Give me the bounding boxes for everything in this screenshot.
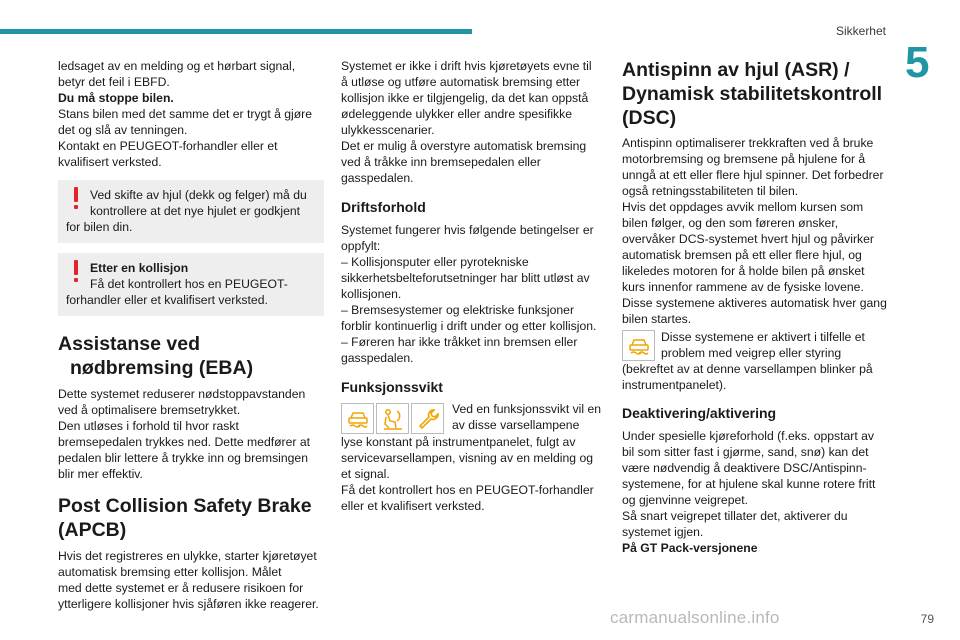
text-line: overvåker DCS-systemet hvert hjul og påvirker xyxy=(622,232,874,246)
text-line: motorbremsing og bremsene på hjulene for å xyxy=(622,152,866,166)
text-line: kollisjonen. xyxy=(341,287,402,301)
text-line: systemene, for at hjulene skal kunne rotere fritt xyxy=(622,477,876,491)
text-line: automatisk bremsing etter kollisjon. Målet xyxy=(58,565,282,579)
text-line: bremsepedalen trykkes ned. Dette medfører at xyxy=(58,435,310,449)
text-line: et signal. xyxy=(341,467,390,481)
column-1 xyxy=(58,58,324,612)
text-line: systemet igjen. xyxy=(622,525,704,539)
text-line: – Føreren har ikke tråkket inn bremsen eller xyxy=(341,335,578,349)
text-line: forblir kontinuerlig i drift under og etter kollisjon. xyxy=(341,319,597,333)
warning-exclamation-icon xyxy=(72,260,80,284)
text-line: sikkerhetsbelteforutsetninger har blitt utløst av xyxy=(341,271,590,285)
text-line: gasspedalen. xyxy=(341,351,414,365)
text-line: Få det kontrollert hos en PEUGEOT-forhandler xyxy=(341,483,594,497)
warning-box-collision xyxy=(58,253,324,316)
paragraph-deaktivering xyxy=(622,428,888,556)
paragraph-indicator xyxy=(622,329,888,393)
warning-box-wheels xyxy=(58,180,324,243)
heading-eba xyxy=(58,332,324,380)
column-2 xyxy=(341,58,607,514)
text-line: Det er mulig å overstyre automatisk bremsing xyxy=(341,139,587,153)
text-line: instrumentpanelet). xyxy=(622,378,727,392)
warning-exclamation-icon xyxy=(72,187,80,211)
text-line: Under spesielle kjøreforhold (f.eks. oppstart av xyxy=(622,429,874,443)
text-line: ved å tråkke inn bremsepedalen eller xyxy=(341,155,541,169)
text-line: være nødvendig å deaktivere DSC/Antispinn- xyxy=(622,461,867,475)
text-line: likeledes motoren for å holde bilen på ønsket xyxy=(622,264,865,278)
warning-text: kontrollere at det nye hjulet er godkjent xyxy=(90,204,301,218)
warning-text: Ved skifte av hjul (dekk og felger) må du xyxy=(90,188,307,202)
text-line: å utløse og utføre automatisk bremsing etter xyxy=(341,75,581,89)
text-line: bilen følger, og den som føreren ønsker, xyxy=(622,216,839,230)
text-line: kurs innenfor rammene av de fysiske lovene. xyxy=(622,280,864,294)
text-line: problem med veigrep eller styring xyxy=(661,346,842,360)
column-3 xyxy=(622,58,888,556)
heading-line: Antispinn av hjul (ASR) / xyxy=(622,59,850,81)
text-line: Disse systemene aktiveres automatisk hver gang xyxy=(622,296,887,310)
heading-driftsforhold: Driftsforhold xyxy=(341,199,426,215)
section-title: Sikkerhet xyxy=(835,24,886,38)
text-line: Systemet fungerer hvis følgende betingelser er xyxy=(341,223,594,237)
airbag-warning-icon xyxy=(376,403,409,434)
text-line: Hvis det registreres en ulykke, starter kjøretøyet xyxy=(58,549,317,563)
text-line: betyr det feil i EBFD. xyxy=(58,75,170,89)
text-line: pedalen blir lettere å trykke inn og bremsingen xyxy=(58,451,308,465)
chapter-number: 5 xyxy=(905,38,930,87)
text-line: bilen startes. xyxy=(622,312,692,326)
heading-line: (DSC) xyxy=(622,107,677,129)
text-line: Kontakt en PEUGEOT-forhandler eller et xyxy=(58,139,278,153)
heading-line: (APCB) xyxy=(58,519,127,541)
text-line: gasspedalen. xyxy=(341,171,414,185)
heading-funksjonssvikt: Funksjonssvikt xyxy=(341,379,443,395)
indicator-block xyxy=(622,329,888,393)
text-line: automatisk bremsen på ett eller flere hjul, og xyxy=(622,248,862,262)
warning-text: for bilen din. xyxy=(66,220,133,234)
text-line: ulykkesscenarier. xyxy=(341,123,435,137)
text-line: servicevarsellampen, visning av en melding og xyxy=(341,451,594,465)
text-line: Systemet er ikke i drift hvis kjøretøyets evne til xyxy=(341,59,592,73)
text-line: blir mer effektiv. xyxy=(58,467,143,481)
text-line: ødeleggende ulykker eller andre spesifikke xyxy=(341,107,573,121)
text-line: Stans bilen med det samme det er trygt å gjøre xyxy=(58,107,313,121)
text-line: eller et kvalifisert verksted. xyxy=(341,499,485,513)
heading-asr-dsc xyxy=(622,58,888,130)
text-line: oppfylt: xyxy=(341,239,381,253)
text-line: kollisjon ikke er tilgjengelig, da det kan oppstå xyxy=(341,91,589,105)
text-line: ved å optimalisere bremsetrykket. xyxy=(58,403,241,417)
text-line: lyse konstant på instrumentpanelet, fulgt av xyxy=(341,435,576,449)
heading-line: Assistanse ved xyxy=(58,333,200,355)
paragraph-asr-dsc xyxy=(622,135,888,327)
text-line: ytterligere kollisjoner hvis sjåføren ikke reagerer. xyxy=(58,597,319,611)
text-line: også retningsstabiliteten til bilen. xyxy=(622,184,799,198)
text-line: unngå at ett eller flere hjul spinner. Det forbedrer xyxy=(622,168,884,182)
car-skid-warning-icon xyxy=(341,403,374,434)
text-line: med dette systemet er å redusere risikoen for xyxy=(58,581,304,595)
text-line: Så snart veigrepet tillater det, aktiverer du xyxy=(622,509,848,523)
bold-instruction: Du må stoppe bilen. xyxy=(58,91,174,105)
text-line: Den utløses i forhold til hvor raskt xyxy=(58,419,239,433)
text-line: Antispinn optimaliserer trekkraften ved å bruke xyxy=(622,136,874,150)
heading-apcb xyxy=(58,494,324,542)
warning-text: forhandler eller et kvalifisert verksted. xyxy=(66,293,268,307)
heading-deaktivering: Deaktivering/aktivering xyxy=(622,405,777,421)
fault-icon-row xyxy=(341,403,444,434)
service-wrench-icon xyxy=(411,403,444,434)
bold-subheading: På GT Pack-versjonene xyxy=(622,541,758,555)
car-skid-warning-icon xyxy=(622,330,655,361)
text-line: av disse varsellampene xyxy=(452,418,580,432)
text-line: kvalifisert verksted. xyxy=(58,155,162,169)
text-line: Dette systemet reduserer nødstoppavstanden xyxy=(58,387,306,401)
text-line: Disse systemene er aktivert i tilfelle et xyxy=(661,330,865,344)
text-line: Ved en funksjonssvikt vil en xyxy=(452,402,602,416)
paragraph-eba xyxy=(58,386,324,482)
text-line: og gjenvinne veigrepet. xyxy=(622,493,749,507)
paragraph-drift xyxy=(341,222,607,366)
warning-text: Få det kontrollert hos en PEUGEOT- xyxy=(90,277,288,291)
paragraph-apcb-limits xyxy=(341,58,607,186)
watermark: carmanualsonline.info xyxy=(610,608,780,627)
heading-line: Dynamisk stabilitetskontroll xyxy=(622,83,883,105)
text-line: – Bremsesystemer og elektriske funksjoner xyxy=(341,303,575,317)
text-line: bil som sitter fast i gjørme, sand, snø) kan det xyxy=(622,445,869,459)
header-accent-bar xyxy=(0,29,472,34)
text-line: Hvis det oppdages avvik mellom kursen som xyxy=(622,200,864,214)
heading-line: Post Collision Safety Brake xyxy=(58,495,312,517)
fault-block xyxy=(341,401,607,514)
page-number: 79 xyxy=(920,612,934,626)
text-line: – Kollisjonsputer eller pyrotekniske xyxy=(341,255,529,269)
text-line: (bekreftet av at denne varsellampen blinker på xyxy=(622,362,873,376)
heading-line: nødbremsing (EBA) xyxy=(70,357,254,379)
warning-title: Etter en kollisjon xyxy=(90,261,189,275)
text-line: det og slå av tenningen. xyxy=(58,123,188,137)
paragraph-ebfd xyxy=(58,58,324,170)
text-line: ledsaget av en melding og et hørbart signal, xyxy=(58,59,296,73)
paragraph-apcb xyxy=(58,548,324,612)
